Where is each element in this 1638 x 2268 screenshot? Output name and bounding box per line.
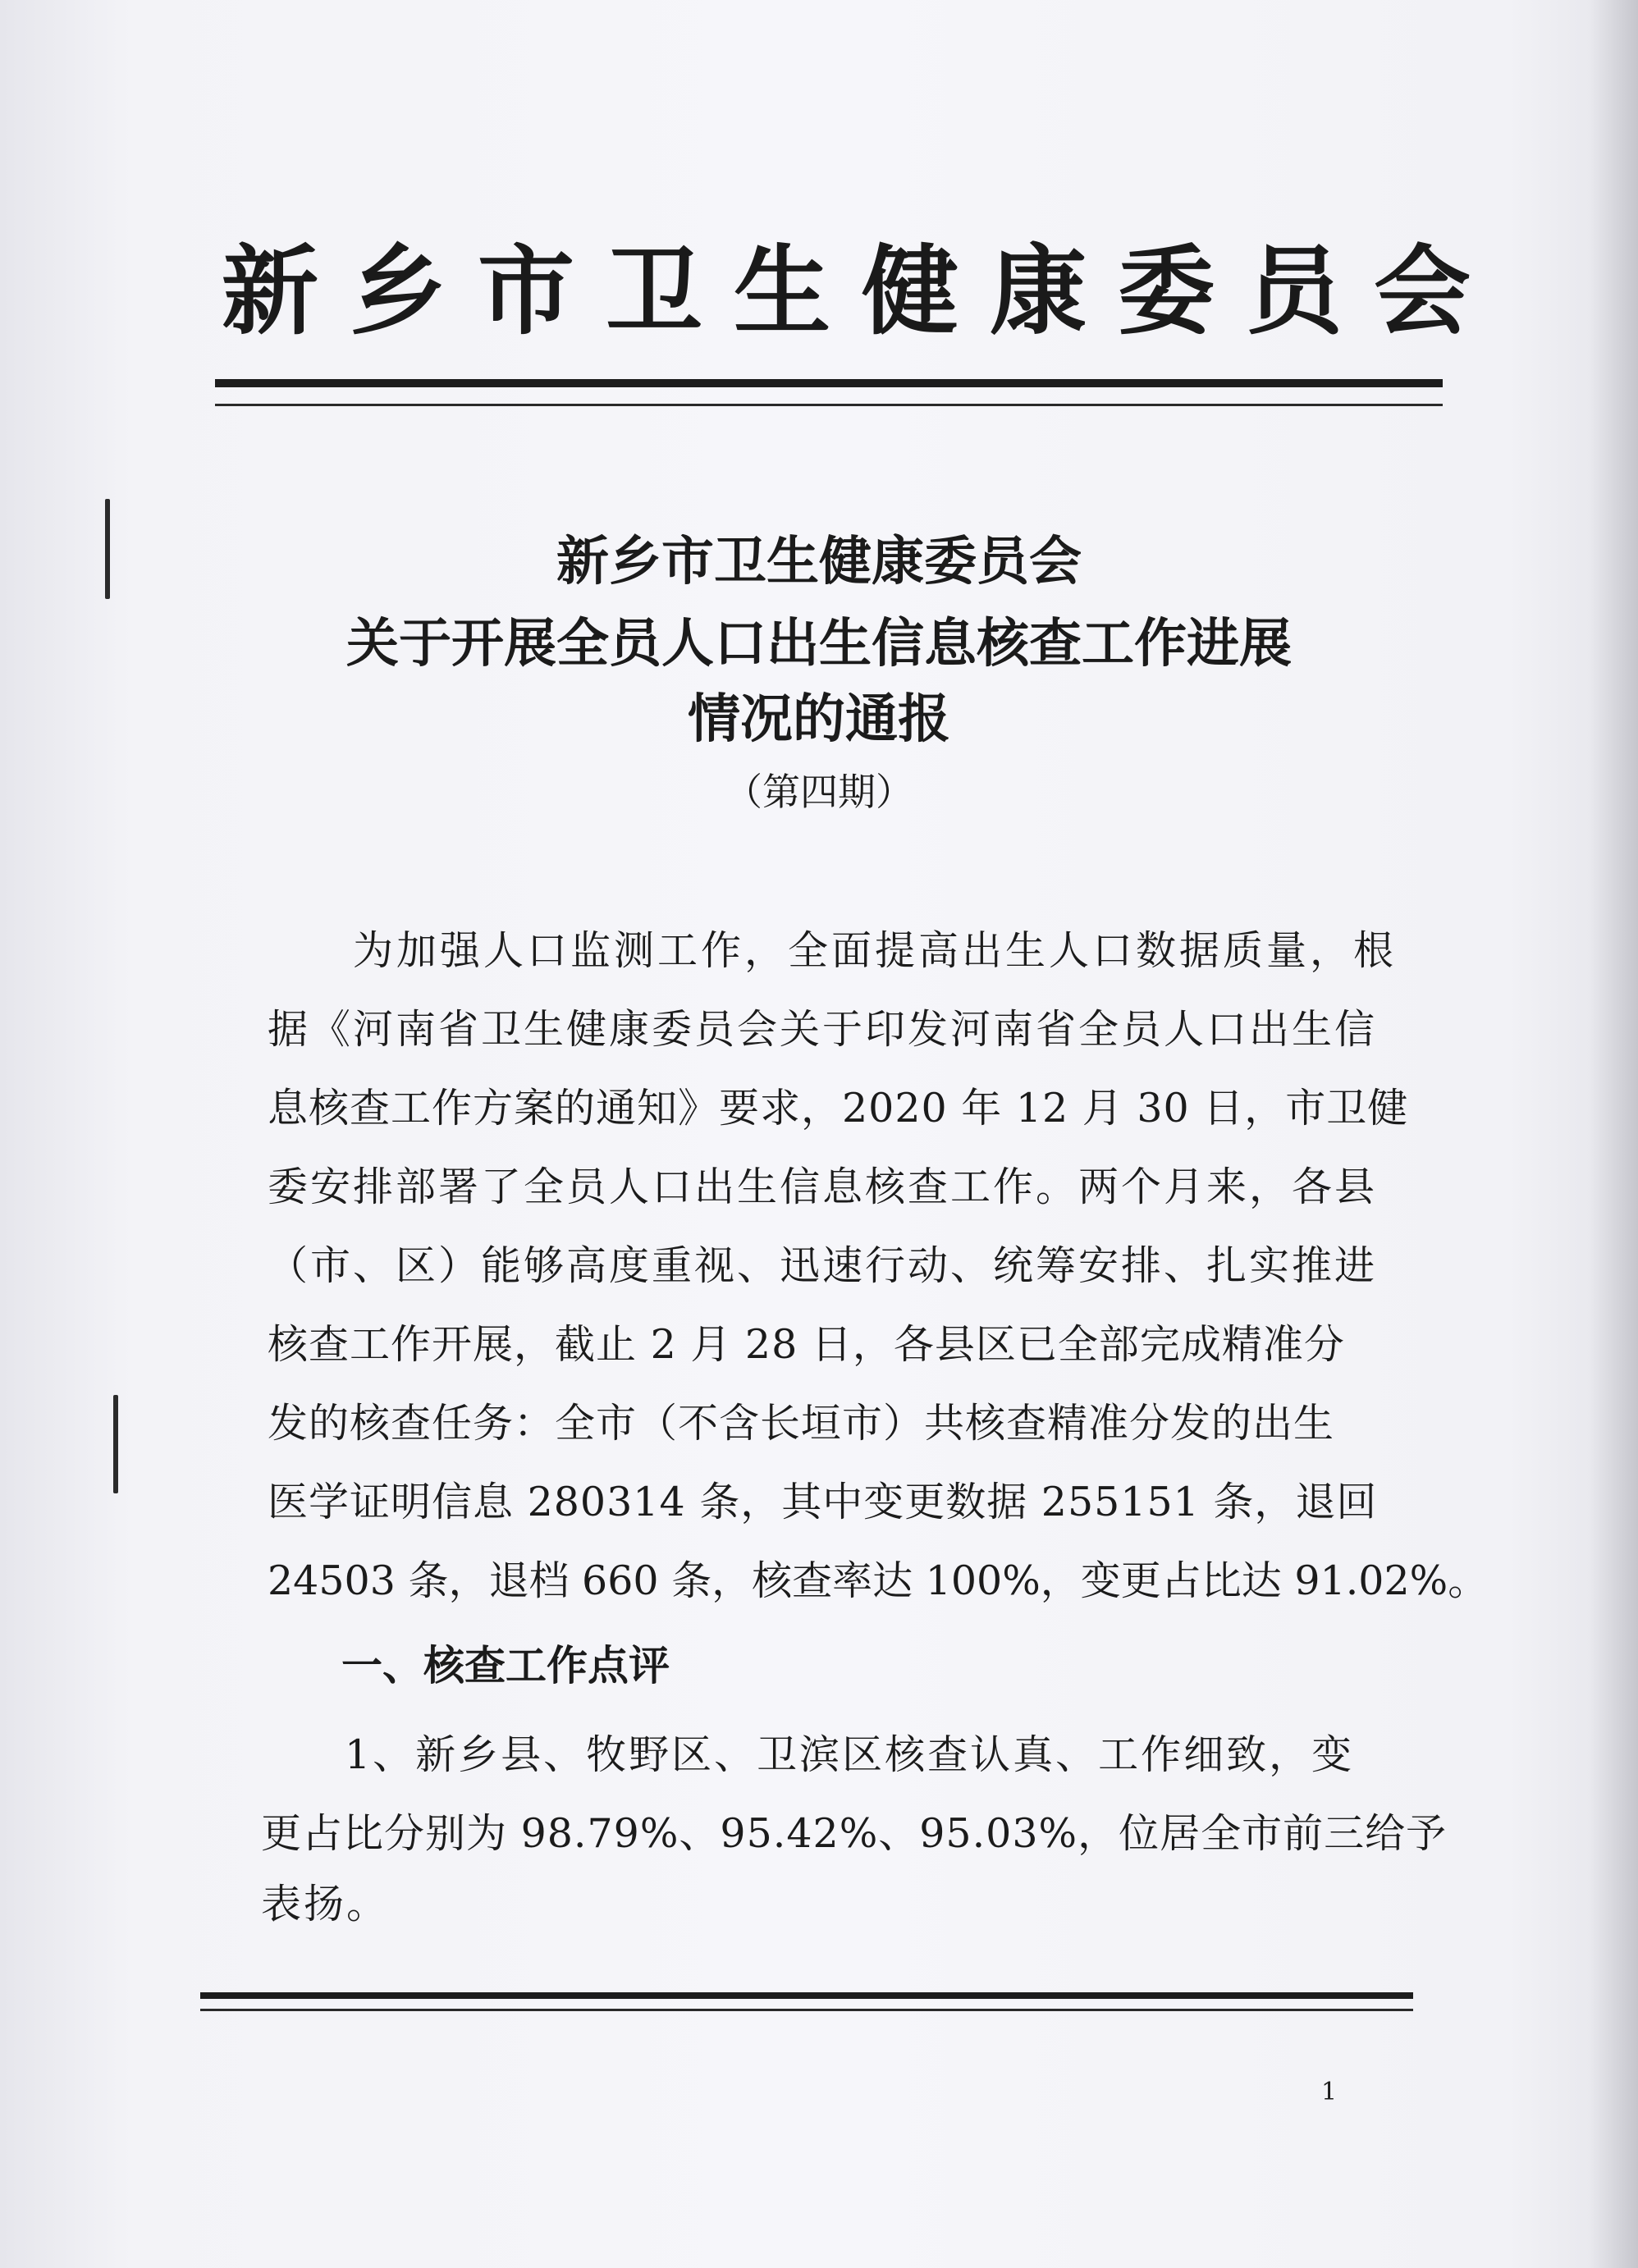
organization-header: 新乡市卫生健康委员会: [222, 234, 1503, 348]
footer-rule-thin: [200, 2009, 1413, 2011]
paragraph1-line: 发的核查任务：全市（不含长垣市）共核查精准分发的出生: [268, 1400, 1335, 1447]
binding-mark-top: [105, 499, 110, 599]
paragraph1-line: 核查工作开展，截止 2 月 28 日，各县区已全部完成精准分: [268, 1321, 1345, 1368]
document-title-line2: 关于开展全员人口出生信息核查工作进展: [346, 613, 1292, 674]
issue-number: （第四期）: [725, 770, 913, 814]
footer-rule-thick: [200, 1992, 1413, 1999]
paragraph2-line: 1、新乡县、牧野区、卫滨区核查认真、工作细致，变: [345, 1731, 1355, 1778]
paragraph1-line: 息核查工作方案的通知》要求，2020 年 12 月 30 日，市卫健: [268, 1085, 1409, 1132]
paragraph2-line: 表扬。: [261, 1881, 390, 1927]
page-number: 1: [1321, 2078, 1338, 2106]
page-edge-shadow: [1589, 0, 1638, 2268]
section-heading: 一、核查工作点评: [341, 1641, 670, 1690]
document-title-line3: 情况的通报: [688, 688, 950, 750]
paragraph2-line: 更占比分别为 98.79%、95.42%、95.03%，位居全市前三给予: [261, 1810, 1448, 1857]
paragraph1-line: 医学证明信息 280314 条，其中变更数据 255151 条，退回: [268, 1479, 1378, 1525]
binding-mark-bottom: [113, 1395, 118, 1493]
paragraph1-line: 据《河南省卫生健康委员会关于印发河南省全员人口出生信: [268, 1006, 1378, 1053]
paragraph1-line: 委安排部署了全员人口出生信息核查工作。两个月来，各县: [268, 1164, 1378, 1210]
paragraph1-line: 24503 条，退档 660 条，核查率达 100%，变更占比达 91.02%。: [268, 1557, 1489, 1604]
paragraph1-line: 为加强人口监测工作，全面提高出生人口数据质量，根: [353, 927, 1398, 974]
header-rule-thick: [215, 379, 1443, 387]
paragraph1-line: （市、区）能够高度重视、迅速行动、统筹安排、扎实推进: [268, 1242, 1378, 1289]
document-title-line1: 新乡市卫生健康委员会: [556, 531, 1082, 592]
header-rule-thin: [215, 404, 1443, 406]
